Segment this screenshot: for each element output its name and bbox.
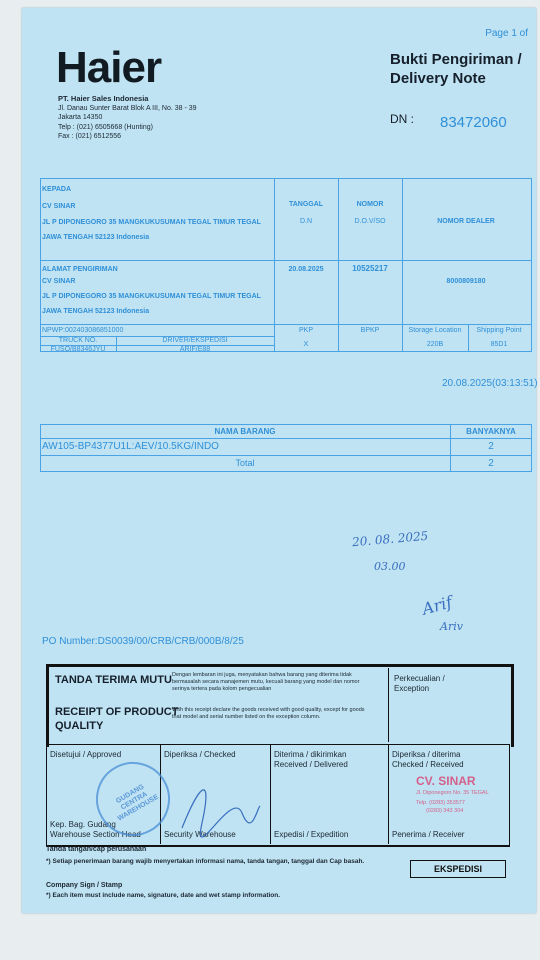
company-name: PT. Haier Sales Indonesia — [58, 94, 149, 103]
truck-label: TRUCK NO. — [58, 337, 98, 344]
document-title — [390, 50, 522, 88]
checked-received-label-2: Checked / Received — [392, 760, 464, 769]
ship-name: CV SINAR — [42, 278, 76, 285]
npwp: NPWP:002403086851000 — [42, 327, 124, 334]
nomor-sub: D.O.V/SO — [354, 218, 386, 225]
dealer-number: 8000809180 — [446, 278, 486, 285]
driver-value: ARIF/E88 — [179, 346, 211, 353]
approved-label: Disetujui / Approved — [50, 750, 122, 759]
shipping-value: 85D1 — [490, 341, 508, 348]
total-label: Total — [235, 458, 255, 468]
divider — [402, 178, 403, 352]
receipt-title-en-1: RECEIPT OF PRODUCT — [55, 706, 179, 718]
company-fax: Fax : (021) 6512556 — [58, 133, 122, 140]
checked-signature — [172, 768, 262, 838]
warehouse-head-label-1: Kep. Bag. Gudang — [50, 820, 116, 829]
delivery-note-sheet — [22, 8, 536, 913]
exception-label-1: Perkecualian / — [394, 674, 445, 683]
nomor-label: NOMOR — [356, 201, 384, 208]
date-value: 20.08.2025 — [288, 266, 324, 273]
ship-address-2: JAWA TENGAH 52123 Indonesia — [42, 308, 150, 315]
receipt-text-en: With this receipt declare the goods received with good quality, except for goods that model and serial number listed on the exception column. — [172, 707, 365, 720]
divider — [388, 668, 389, 742]
print-timestamp: 20.08.2025(03:13:51) — [442, 378, 538, 389]
sinar-stamp-phone-1: Telp. (0283) 353577 — [416, 800, 465, 806]
tanggal-label: TANGGAL — [288, 201, 324, 208]
receipt-title-en-2: QUALITY — [55, 720, 104, 732]
bpkp-label: BPKP — [360, 327, 380, 334]
recipient-address-2: JAWA TENGAH 52123 Indonesia — [42, 234, 150, 241]
do-number: 10525217 — [352, 264, 388, 273]
col-nama-barang: NAMA BARANG — [214, 427, 276, 436]
handwritten-signature: Arif — [420, 592, 455, 619]
item-qty: 2 — [488, 441, 494, 452]
sinar-stamp-phone-2: (0283) 343 304 — [426, 808, 464, 814]
pkp-label: PKP — [298, 327, 313, 334]
divider — [388, 744, 389, 844]
dn-number: 83472060 — [440, 114, 507, 131]
haier-logo: Haier — [56, 43, 162, 92]
receipt-text-id: Dengan lembaran ini juga, menyatakan bahwa barang yang diterima tidak bermasalah secara manajemen mutu, kecuali barang yang model dan nomor serinya tertera pada kolom pengecualian — [172, 672, 360, 692]
company-telp: Telp : (021) 6505668 (Hunting) — [58, 123, 153, 131]
sinar-stamp-name: CV. SINAR — [416, 774, 476, 788]
receipt-title-id: TANDA TERIMA MUTU — [55, 674, 172, 686]
total-qty: 2 — [488, 458, 494, 469]
received-label-2: Received / Delivered — [274, 760, 348, 769]
kepada-label: KEPADA — [42, 186, 72, 193]
ship-address-1: JL P DIPONEGORO 35 MANGKUKUSUMAN TEGAL TIMUR TEGAL — [42, 293, 261, 300]
expedisi-label: Expedisi / Expedition — [274, 830, 349, 839]
ekspedisi-box: EKSPEDISI — [410, 860, 506, 878]
item-name: AW105-BP4377U1L:AEV/10.5KG/INDO — [42, 441, 219, 452]
footer-note-en: *) Each item must include name, signature, date and wet stamp information. — [46, 892, 281, 899]
warehouse-stamp-text: GUDANG CENTRA WAREHOUSE — [115, 783, 160, 823]
warehouse-head-label-2: Warehouse Section Head — [50, 830, 141, 839]
title-line-2: Delivery Note — [390, 70, 486, 87]
divider — [40, 438, 532, 439]
footer-note-title: Tanda tangan/cap perusahaan — [46, 846, 147, 853]
divider — [40, 260, 532, 261]
security-label: Security Warehouse — [164, 830, 236, 839]
truck-value: FUSO/B8346JYU — [50, 346, 106, 353]
page-indicator: Page 1 of — [485, 28, 528, 39]
dealer-label: NOMOR DEALER — [437, 218, 495, 225]
alamat-label: ALAMAT PENGIRIMAN — [42, 266, 118, 273]
divider — [40, 324, 532, 325]
company-block — [58, 94, 197, 142]
recipient-name: CV SINAR — [42, 203, 76, 210]
divider — [40, 455, 532, 456]
tanggal-sub: D.N — [299, 218, 313, 225]
shipping-label: Shipping Point — [476, 327, 522, 334]
col-banyaknya: BANYAKNYA — [466, 427, 516, 436]
exception-label-2: Exception — [394, 684, 430, 693]
cv-sinar-stamp — [396, 774, 514, 830]
storage-label: Storage Location — [408, 327, 462, 334]
penerima-label: Penerima / Receiver — [392, 830, 465, 839]
storage-value: 220B — [426, 341, 444, 348]
handwritten-time: 03.00 — [374, 560, 406, 573]
pkp-value: X — [303, 341, 309, 348]
divider — [270, 744, 271, 844]
handwritten-signature-sub: Ariv — [440, 620, 463, 633]
received-label-1: Diterima / dikirimkan — [274, 750, 347, 759]
handwritten-date: 20. 08. 2025 — [351, 528, 429, 550]
driver-label: DRIVER/EKSPEDISI — [162, 337, 228, 344]
checked-received-label-1: Diperiksa / diterima — [392, 750, 461, 759]
recipient-address-1: JL P DIPONEGORO 35 MANGKUKUSUMAN TEGAL TIMUR TEGAL — [42, 219, 261, 226]
company-address-2: Jakarta 14350 — [58, 114, 103, 121]
sinar-stamp-address: Jl. Diponegoro No. 35 TEGAL — [416, 790, 489, 796]
checked-label: Diperiksa / Checked — [164, 750, 236, 759]
footer-note-id: *) Setiap penerimaan barang wajib menyertakan informasi nama, tanda tangan, tanggal dan Cap basah. — [46, 858, 365, 865]
po-number: PO Number:DS0039/00/CRB/CRB/000B/8/25 — [42, 636, 244, 647]
company-address-1: Jl. Danau Sunter Barat Blok A III, No. 38 - 39 — [58, 104, 197, 112]
company-stamp-title: Company Sign / Stamp — [46, 882, 123, 889]
title-line-1: Bukti Pengiriman / — [390, 51, 522, 68]
dn-label: DN : — [390, 112, 414, 126]
